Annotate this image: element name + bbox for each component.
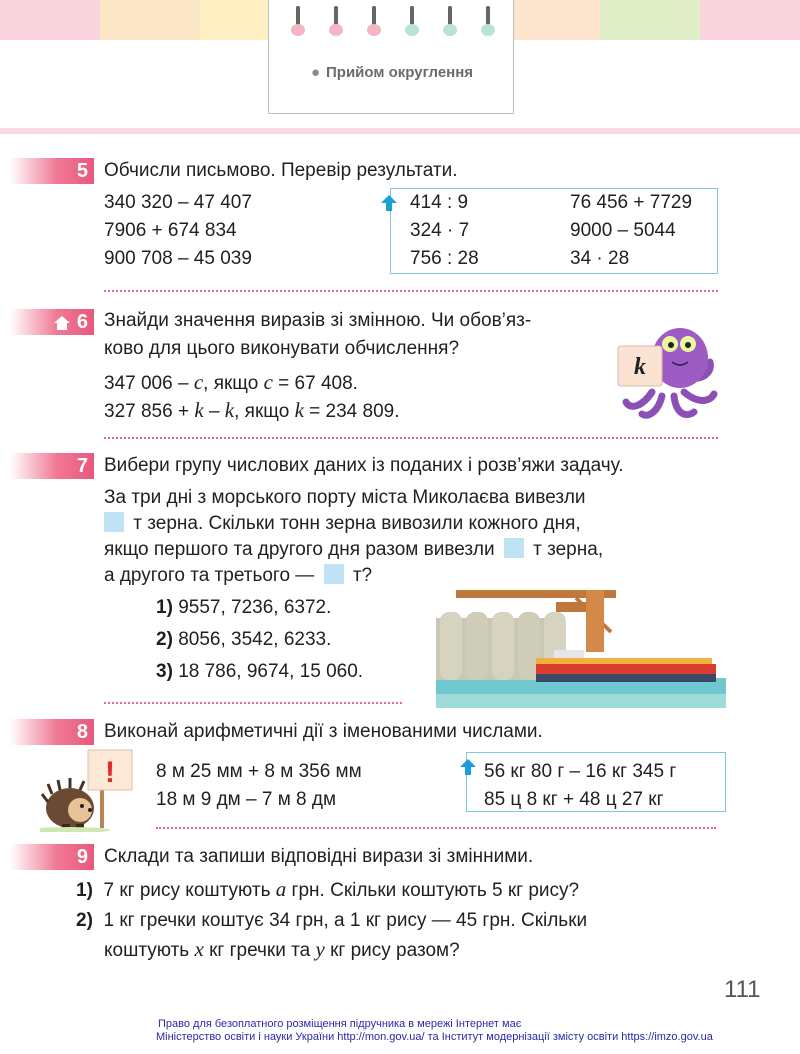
stripe: [600, 0, 700, 40]
task6-expression-1: 347 006 – c, якщо c = 67 408.: [104, 370, 358, 394]
task8-expr: 56 кг 80 г – 16 кг 345 г: [484, 761, 677, 782]
task-badge-9: 9: [10, 844, 94, 870]
task9-prompt: Склади та запиши відповідні вирази зі змінними.: [104, 846, 534, 867]
notebook-rings: [291, 6, 501, 40]
task7-option: 2) 8056, 3542, 6233.: [156, 629, 332, 650]
task8-expr: 8 м 25 мм + 8 м 356 мм: [156, 761, 362, 782]
ring-icon: [329, 6, 343, 36]
stripe: [700, 0, 800, 40]
task8-prompt: Виконай арифметичні дії з іменованими числами.: [104, 721, 543, 742]
task5-expr: 34 · 28: [570, 248, 630, 269]
ring-icon: [405, 6, 419, 36]
footer-line: Міністерство освіти і науки України http://mon.gov.ua/ та Інститут модернізації змісту освіти https://imzo.gov.ua: [156, 1031, 713, 1043]
task5-expr: 7906 + 674 834: [104, 220, 237, 241]
task5-expr: 76 456 + 7729: [570, 192, 693, 213]
blank-square: [504, 538, 524, 558]
task7-line3: якщо першого та другого дня разом вивезли т зерна,: [104, 539, 604, 560]
task-badge-6: 6: [10, 309, 94, 335]
octopus-illustration: [612, 322, 722, 422]
task5-expr: 900 708 – 45 039: [104, 248, 252, 269]
task8-expr: 18 м 9 дм – 7 м 8 дм: [156, 789, 337, 810]
home-icon: [53, 315, 71, 331]
task5-expr: 9000 – 5044: [570, 220, 676, 241]
card-letter: k: [634, 354, 646, 380]
hedgehog-illustration: [40, 748, 136, 832]
task7-line2: т зерна. Скільки тонн зерна вивозили кожного дня,: [104, 510, 581, 538]
task7-option: 3) 18 786, 9674, 15 060.: [156, 661, 364, 682]
blank-square: [104, 512, 124, 532]
header-divider: [0, 128, 800, 134]
separator: [156, 827, 716, 829]
arrow-up-icon: [380, 194, 398, 212]
task9-item-2-line2: коштують x кг гречки та y кг рису разом?: [104, 937, 460, 961]
task9-item-1: 1) 7 кг рису коштують a грн. Скільки коштують 5 кг рису?: [76, 877, 580, 901]
task5-expr: 414 : 9: [410, 192, 469, 213]
exclamation-sign: !: [105, 756, 115, 789]
ring-icon: [443, 6, 457, 36]
stripe: [0, 0, 100, 40]
topic-title: ● Прийом округлення: [310, 64, 474, 81]
arrow-up-icon: [459, 758, 477, 776]
task-badge-5: 5: [10, 158, 94, 184]
task-badge-8: 8: [10, 719, 94, 745]
task8-expr: 85 ц 8 кг + 48 ц 27 кг: [484, 789, 664, 810]
copyright-footer: [156, 1018, 713, 1044]
task7-line4: а другого та третього — т?: [104, 565, 373, 586]
ring-icon: [481, 6, 495, 36]
task5-expr: 340 320 – 47 407: [104, 192, 252, 213]
task7-option: 1) 9557, 7236, 6372.: [156, 597, 332, 618]
task6-prompt-line2: ково для цього виконувати обчислення?: [104, 338, 460, 359]
separator: [104, 702, 402, 704]
ring-icon: [291, 6, 305, 36]
task6-expression-2: 327 856 + k – k, якщо k = 234 809.: [104, 398, 400, 422]
footer-line: Право для безоплатного розміщення підручника в мережі Інтернет має: [158, 1018, 522, 1030]
separator: [104, 290, 718, 292]
stripe: [100, 0, 200, 40]
ring-icon: [367, 6, 381, 36]
task9-item-2-line1: 2) 1 кг гречки коштує 34 грн, а 1 кг рису — 45 грн. Скільки: [76, 910, 588, 931]
task7-line1: За три дні з морського порту міста Миколаєва вивезли: [104, 487, 586, 508]
task5-prompt: Обчисли письмово. Перевір результати.: [104, 160, 458, 181]
blank-square: [324, 564, 344, 584]
page-number: 111: [724, 976, 761, 1003]
task6-prompt-line1: Знайди значення виразів зі змінною. Чи обов’яз-: [104, 310, 532, 331]
topic-card: [268, 0, 514, 114]
task7-prompt: Вибери групу числових даних із поданих і розв’яжи задачу.: [104, 455, 624, 476]
task5-expr: 324 · 7: [410, 220, 470, 241]
task5-expr: 756 : 28: [410, 248, 479, 269]
port-illustration: [436, 582, 726, 708]
separator: [104, 437, 718, 439]
task-badge-7: 7: [10, 453, 94, 479]
stripe: [500, 0, 600, 40]
